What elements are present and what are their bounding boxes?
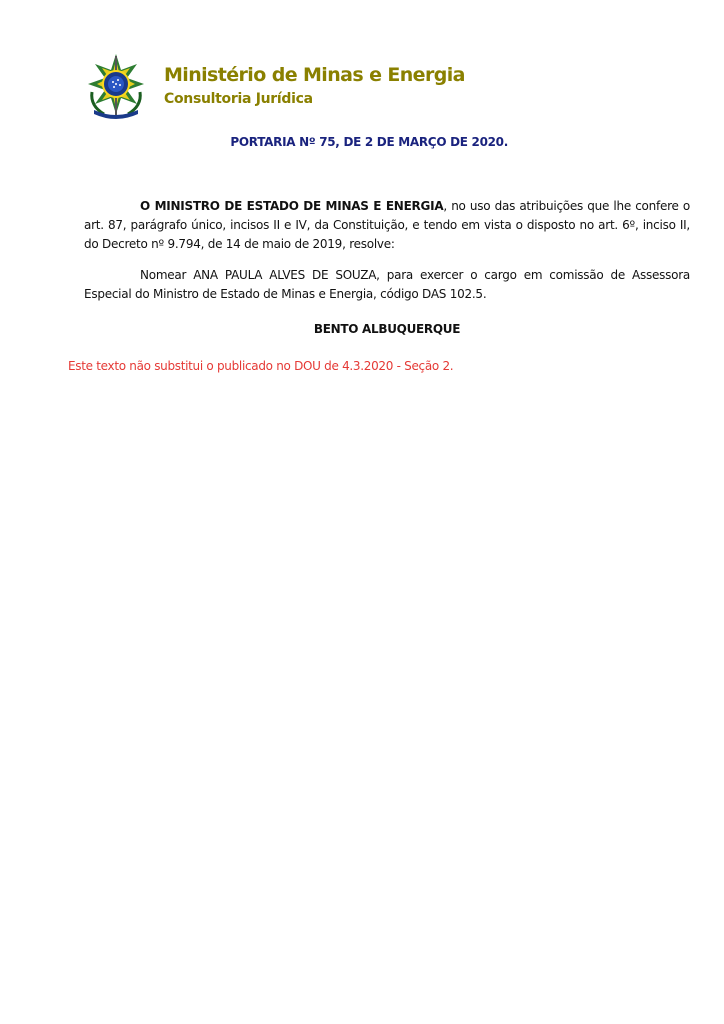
preamble-paragraph <box>84 197 690 254</box>
unit-name: Consultoria Jurídica <box>164 91 313 107</box>
preamble-authority: O MINISTRO DE ESTADO DE MINAS E ENERGIA <box>140 199 444 213</box>
brazil-coat-of-arms-icon <box>84 52 148 120</box>
preamble-text: , no uso das atribuições que lhe confere o art. 87, parágrafo único, incisos II e IV, da Constituição, e tendo em vista o disposto no art. 6º, inciso II, do Decreto nº 9.794, de 14 de maio de 2019, resolve: <box>84 199 690 251</box>
publication-notice: Este texto não substitui o publicado no DOU de 4.3.2020 - Seção 2. <box>68 359 454 373</box>
page-header <box>84 50 644 122</box>
document-title-text: PORTARIA Nº 75, DE 2 DE MARÇO DE 2020. <box>230 135 508 149</box>
document-title <box>84 135 673 149</box>
ministry-name: Ministério de Minas e Energia <box>164 64 465 86</box>
signer-name: BENTO ALBUQUERQUE <box>313 322 461 336</box>
body-paragraph: Nomear ANA PAULA ALVES DE SOUZA, para exercer o cargo em comissão de Assessora Especial do Ministro de Estado de Minas e Energia, código DAS 102.5. <box>84 268 690 301</box>
